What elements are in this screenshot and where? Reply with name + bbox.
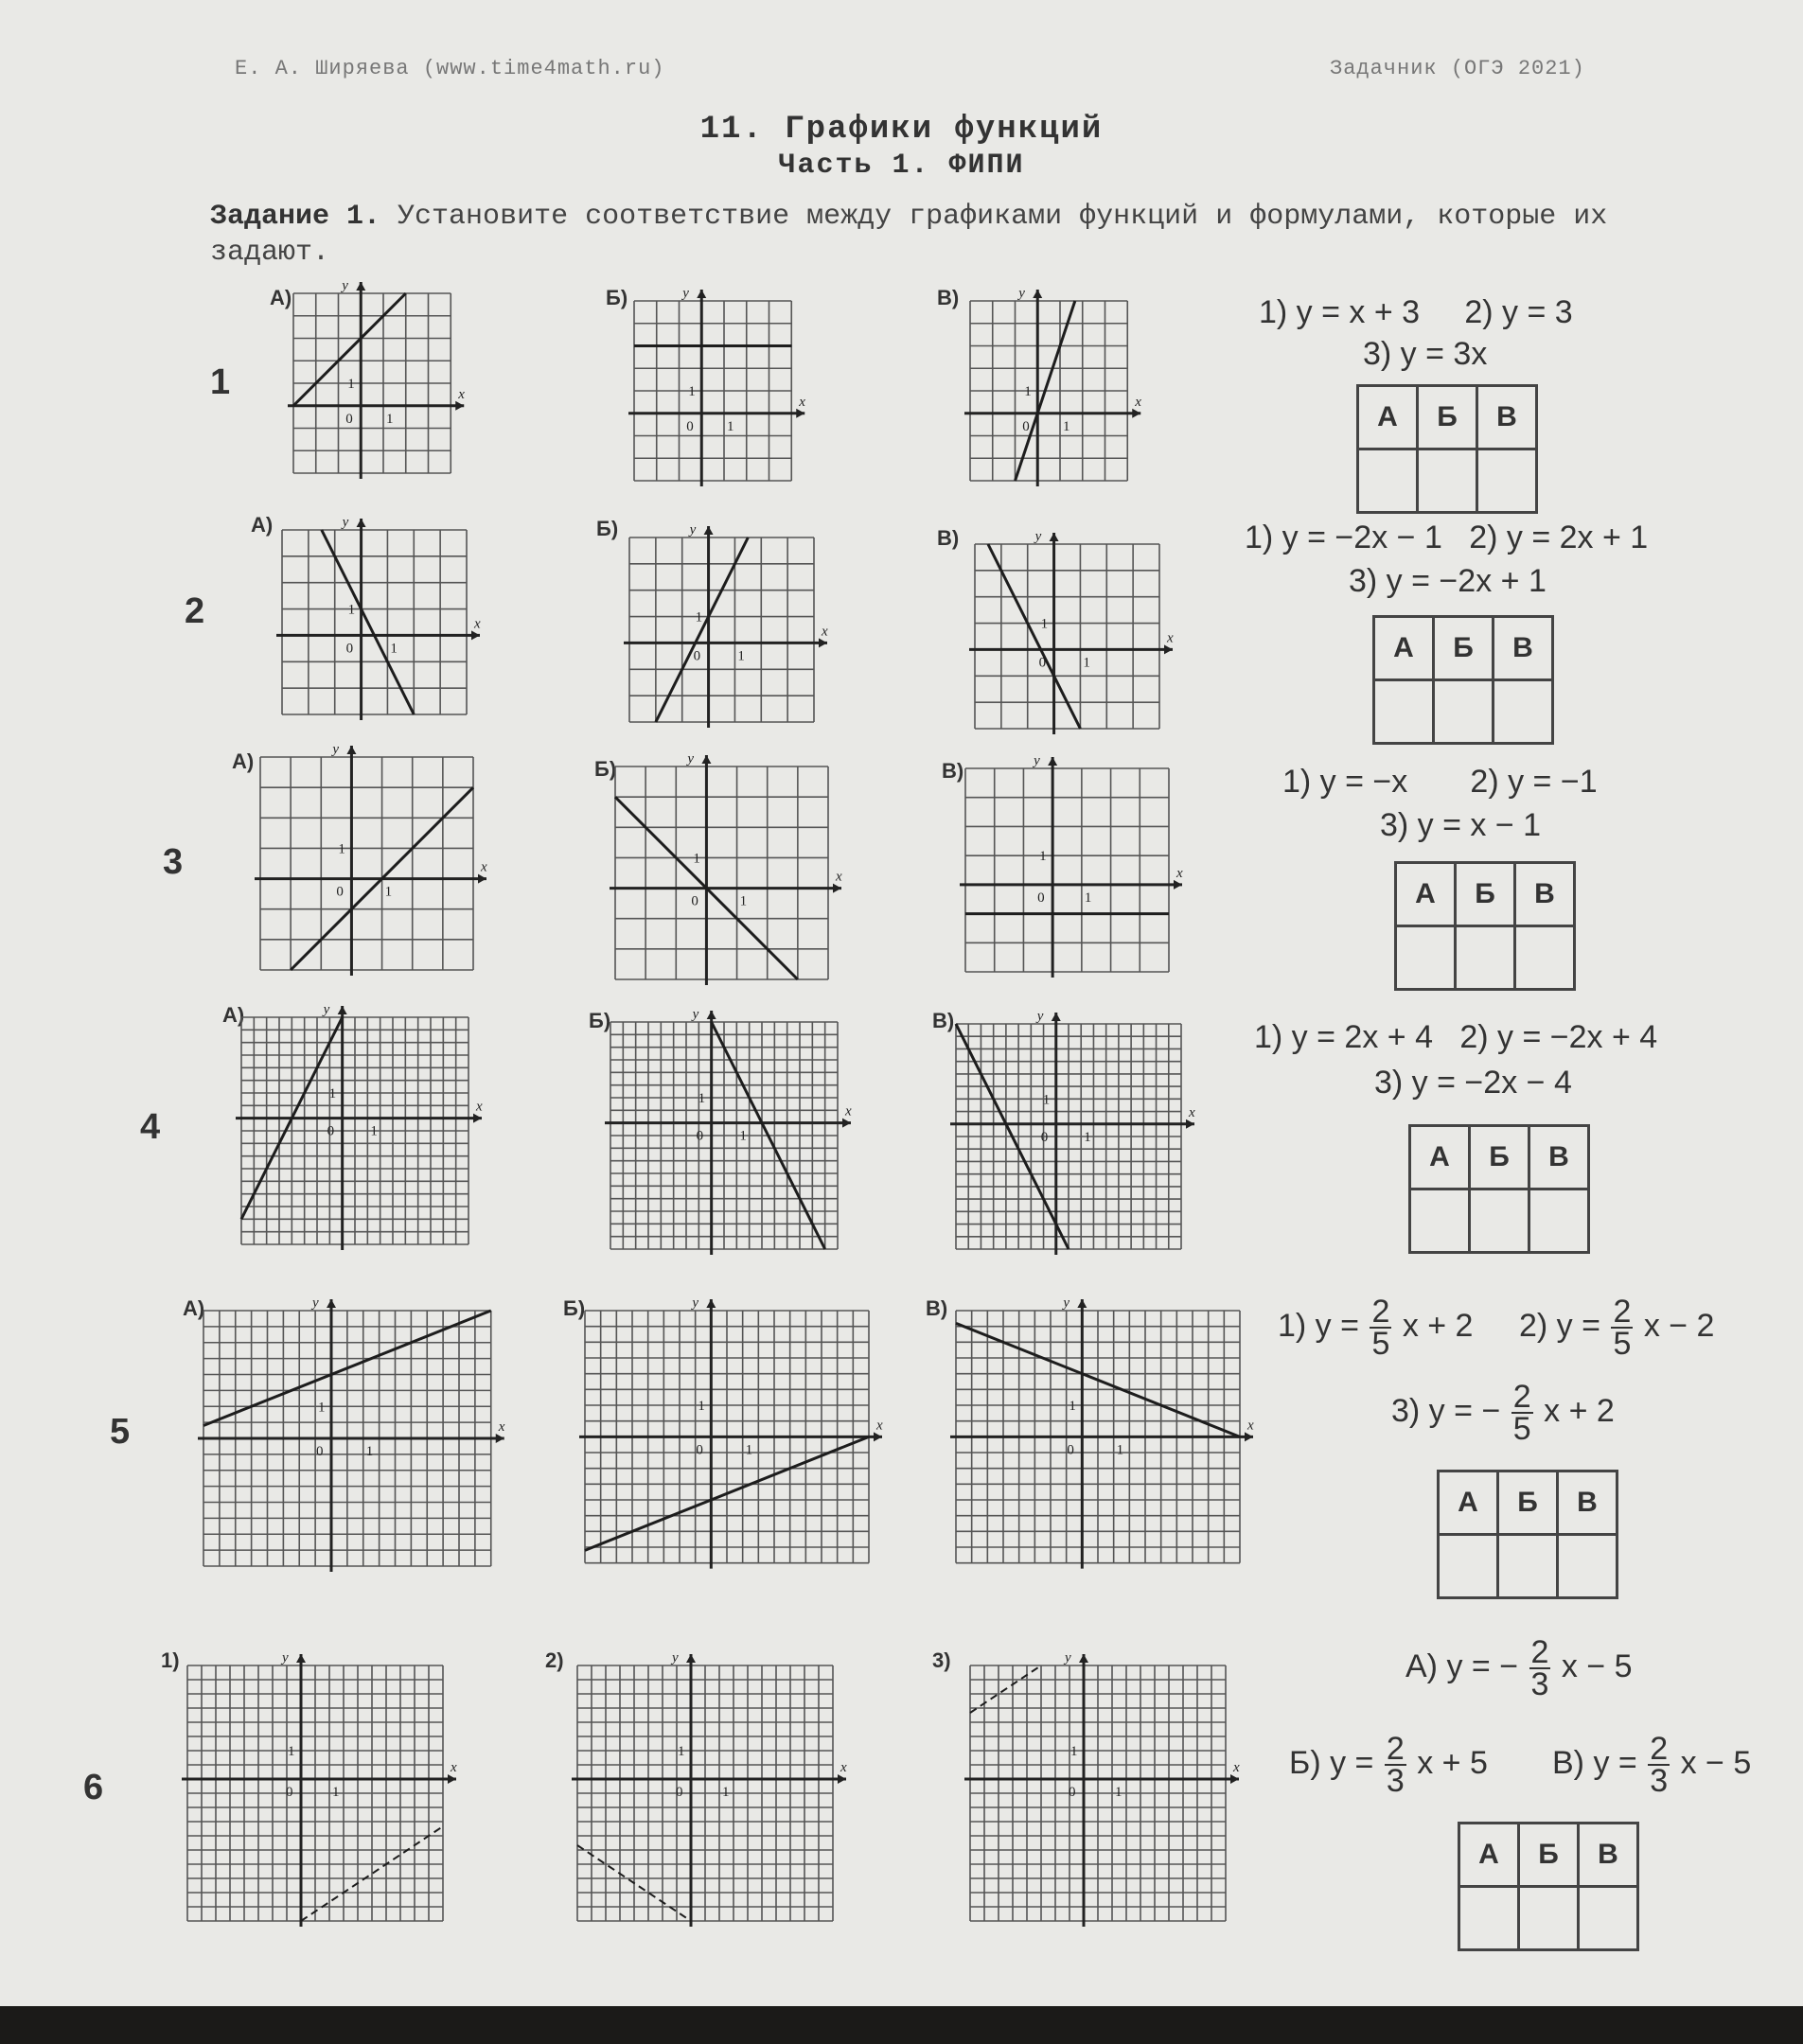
y-axis-label: y [342, 515, 349, 530]
origin-label: 0 [336, 884, 344, 900]
y-axis-label: y [692, 1007, 699, 1022]
origin-label: 0 [686, 418, 694, 434]
y-tick-one-label: 1 [1024, 384, 1032, 399]
x-tick-one-label: 1 [722, 1785, 730, 1800]
x-axis-label: x [451, 1760, 457, 1775]
row-6-formula-a-fraction [1529, 1634, 1551, 1702]
row-5-formula-3 [1391, 1379, 1615, 1447]
grid-lines [187, 1665, 443, 1921]
x-axis-arrow-icon [471, 630, 480, 640]
y-axis-label: y [1063, 1295, 1070, 1311]
x-tick-one-label: 1 [386, 411, 394, 427]
task-statement [210, 199, 1658, 271]
row-5-formula-3-prefix: 3) y = [1391, 1392, 1473, 1429]
row-6-number: 6 [83, 1768, 104, 1807]
row-4-answer-header-b: Б [1470, 1126, 1529, 1189]
row-6-answer-header-a: А [1459, 1824, 1519, 1887]
y-axis-label: y [1065, 1650, 1071, 1665]
row-5-formula-1-numerator: 2 [1371, 1294, 1390, 1330]
row-2-graph-a [282, 515, 504, 714]
row-5-label-a: А) [183, 1296, 205, 1320]
row-1-label-a: А) [270, 286, 292, 309]
row-5-formula-2-denominator: 5 [1613, 1326, 1632, 1362]
row-5-answer-cell-c[interactable] [1558, 1535, 1617, 1598]
row-6-answer-cell-b[interactable] [1519, 1887, 1579, 1950]
row-3-answer-header-b: Б [1456, 863, 1515, 926]
x-tick-one-label: 1 [332, 1785, 340, 1800]
row-5-formula-2-suffix: x − 2 [1643, 1307, 1715, 1344]
row-6-formula-c-suffix: x − 5 [1680, 1744, 1752, 1781]
row-6-formula-c-fraction [1648, 1731, 1670, 1799]
row-6-formula-a-prefix: А) y = [1405, 1648, 1491, 1684]
row-1-answer-table [1356, 384, 1538, 514]
x-tick-one-label: 1 [1116, 1442, 1124, 1458]
origin-label: 0 [345, 641, 354, 657]
row-2-graph-c [975, 529, 1197, 729]
y-tick-one-label: 1 [1069, 1399, 1076, 1414]
row-5-graph-a [203, 1295, 505, 1566]
row-1-formula-1: 1) y = x + 3 [1259, 294, 1421, 330]
y-axis-label: y [1034, 753, 1040, 768]
y-axis-arrow-icon [346, 746, 356, 754]
row-4-label-c: В) [932, 1009, 955, 1032]
row-6-label-1: 1) [161, 1648, 180, 1672]
function-graph-line [970, 1665, 1041, 1713]
row-5-graph-c [956, 1295, 1254, 1566]
origin-label: 0 [1037, 890, 1045, 906]
x-axis-arrow-icon [1186, 1119, 1194, 1129]
row-6-formula-b-numerator: 2 [1386, 1731, 1405, 1767]
row-1-answer-header-c: В [1477, 386, 1537, 449]
row-5-formula-2-numerator: 2 [1613, 1294, 1632, 1330]
x-axis-label: x [498, 1419, 505, 1435]
row-6-formula-c-denominator: 3 [1650, 1763, 1669, 1799]
y-axis-label: y [332, 742, 340, 757]
row-3-answer-cell-b[interactable] [1456, 926, 1515, 990]
row-5-formula-1-suffix: x + 2 [1402, 1307, 1474, 1344]
row-6-formula-b-prefix: Б) y = [1289, 1744, 1374, 1781]
y-axis-label: y [689, 522, 697, 537]
origin-label: 0 [696, 1442, 703, 1458]
row-2-formula-1: 1) y = −2x − 1 [1245, 520, 1442, 555]
x-tick-one-label: 1 [384, 884, 393, 900]
y-tick-one-label: 1 [328, 1086, 337, 1101]
row-4-formula-1: 1) y = 2x + 4 [1254, 1019, 1433, 1055]
row-4-answer-cell-c[interactable] [1529, 1189, 1589, 1253]
x-tick-one-label: 1 [739, 893, 748, 909]
y-tick-one-label: 1 [678, 1744, 685, 1759]
x-axis-arrow-icon [874, 1432, 882, 1441]
x-axis-label: x [840, 1760, 847, 1775]
x-axis-label: x [1135, 394, 1141, 410]
y-axis-arrow-icon [707, 1011, 716, 1019]
y-axis-arrow-icon [356, 282, 365, 291]
row-3-answer-header-c: В [1515, 863, 1575, 926]
origin-label: 0 [327, 1123, 335, 1139]
row-5-answer-cell-a[interactable] [1439, 1535, 1498, 1598]
row-2-label-a: А) [251, 513, 274, 537]
row-4-formula-3: 3) y = −2x − 4 [1374, 1065, 1572, 1101]
grid-lines [956, 1024, 1181, 1249]
y-axis-arrow-icon [357, 519, 366, 527]
x-axis-arrow-icon [838, 1774, 846, 1784]
row-4-answer-cell-b[interactable] [1470, 1189, 1529, 1253]
row-2-formula-2: 2) y = 2x + 1 [1469, 520, 1649, 555]
x-axis-label: x [1167, 630, 1174, 646]
x-axis-arrow-icon [478, 874, 486, 884]
row-5-formula-3-sign: − [1481, 1392, 1501, 1429]
row-6-formula-c-prefix: В) y = [1552, 1744, 1637, 1781]
x-axis-arrow-icon [455, 401, 464, 411]
y-axis-arrow-icon [327, 1299, 336, 1308]
row-1-answer-cell-b[interactable] [1418, 449, 1477, 513]
page-subtitle: Часть 1. ФИПИ [778, 150, 1025, 182]
y-axis-label: y [323, 1002, 330, 1017]
row-6-formula-a-suffix: x − 5 [1561, 1648, 1633, 1684]
y-tick-one-label: 1 [1039, 849, 1047, 865]
row-5-formula-3-numerator: 2 [1512, 1379, 1531, 1415]
y-axis-label: y [1018, 286, 1025, 301]
grid-lines [260, 757, 473, 970]
x-axis-arrow-icon [1174, 880, 1182, 890]
grid-lines [970, 301, 1127, 481]
x-axis-arrow-icon [833, 884, 841, 893]
row-6-formula-b [1289, 1731, 1488, 1799]
row-1-graph-b [634, 286, 852, 481]
row-2-label-b: Б) [596, 517, 619, 540]
row-6-formula-a [1405, 1634, 1633, 1702]
row-5-formula-1-denominator: 5 [1371, 1326, 1390, 1362]
y-axis-arrow-icon [296, 1654, 306, 1663]
row-2-answer-cell-b[interactable] [1434, 680, 1494, 744]
row-5-formula-2-prefix: 2) y = [1519, 1307, 1600, 1344]
x-axis-arrow-icon [448, 1774, 456, 1784]
row-6-formula-a-numerator: 2 [1530, 1634, 1549, 1670]
x-axis-arrow-icon [819, 638, 827, 647]
row-4-formula-2: 2) y = −2x + 4 [1459, 1019, 1658, 1055]
row-5-answer-header-b: Б [1498, 1471, 1558, 1535]
row-3-answer-table [1394, 861, 1576, 991]
x-axis-arrow-icon [1245, 1432, 1253, 1441]
row-5-formula-1-prefix: 1) y = [1278, 1307, 1359, 1344]
origin-label: 0 [316, 1444, 324, 1459]
row-4-answer-cell-a[interactable] [1410, 1189, 1470, 1253]
y-tick-one-label: 1 [318, 1400, 326, 1416]
x-axis-label: x [476, 1099, 483, 1115]
row-3-answer-cell-c[interactable] [1515, 926, 1575, 990]
y-tick-one-label: 1 [347, 377, 355, 392]
row-5-formula-3-fraction [1511, 1379, 1533, 1447]
origin-label: 0 [676, 1785, 683, 1800]
row-2-number: 2 [185, 591, 205, 631]
origin-label: 0 [345, 411, 353, 427]
x-axis-arrow-icon [1230, 1774, 1239, 1784]
row-2-answer-header-c: В [1494, 617, 1553, 680]
row-4-label-b: Б) [589, 1009, 611, 1032]
row-1-number: 1 [210, 362, 231, 402]
y-tick-one-label: 1 [1070, 1744, 1078, 1759]
y-axis-arrow-icon [1050, 533, 1059, 541]
grid-lines [241, 1017, 468, 1244]
row-6-formula-a-denominator: 3 [1530, 1666, 1549, 1702]
row-1-graph-c [970, 286, 1188, 481]
origin-label: 0 [1038, 655, 1047, 671]
y-tick-one-label: 1 [288, 1744, 295, 1759]
row-5-graph-b [585, 1295, 883, 1566]
row-2-answer-table [1372, 615, 1554, 745]
y-tick-one-label: 1 [693, 851, 700, 867]
origin-label: 0 [1067, 1442, 1074, 1458]
y-axis-arrow-icon [697, 290, 706, 298]
origin-label: 0 [693, 648, 701, 664]
x-axis-arrow-icon [1164, 644, 1173, 654]
row-5-answer-header-c: В [1558, 1471, 1617, 1535]
y-tick-one-label: 1 [347, 602, 356, 618]
row-2-label-c: В) [937, 526, 960, 550]
x-axis-label: x [458, 386, 465, 402]
y-tick-one-label: 1 [698, 1399, 705, 1414]
row-2-graph-b [629, 522, 852, 722]
x-tick-one-label: 1 [1115, 1785, 1122, 1800]
origin-label: 0 [286, 1785, 293, 1800]
row-5-answer-table [1437, 1470, 1618, 1599]
origin-label: 0 [1069, 1785, 1076, 1800]
x-axis-arrow-icon [1132, 409, 1140, 418]
page-title: 11. Графики функций [699, 112, 1104, 148]
row-1-label-c: В) [937, 286, 960, 309]
row-3-formula-1: 1) y = −x [1282, 764, 1408, 800]
row-6-answer-header-c: В [1579, 1824, 1638, 1887]
x-axis-label: x [1247, 1418, 1254, 1434]
row-3-number: 3 [163, 842, 184, 882]
row-3-answer-header-a: А [1396, 863, 1456, 926]
row-1-graph-a [293, 278, 511, 473]
y-axis-label: y [312, 1295, 319, 1311]
y-axis-arrow-icon [704, 526, 714, 535]
row-6-graph-3 [970, 1650, 1254, 1921]
y-axis-arrow-icon [701, 755, 711, 764]
row-3-graph-c [965, 753, 1202, 972]
row-4-answer-table [1408, 1124, 1590, 1254]
y-axis-arrow-icon [1048, 757, 1057, 766]
row-1-label-b: Б) [606, 286, 628, 309]
row-2-formula-3: 3) y = −2x + 1 [1349, 563, 1547, 599]
row-2-formulas-line-1 [1245, 517, 1648, 558]
row-5-label-c: В) [926, 1296, 948, 1320]
x-axis-arrow-icon [496, 1434, 504, 1443]
y-axis-label: y [672, 1650, 679, 1665]
row-3-answer-cell-a[interactable] [1396, 926, 1456, 990]
row-6-formula-b-fraction [1385, 1731, 1406, 1799]
x-axis-label: x [876, 1418, 883, 1434]
y-axis-label: y [1036, 1009, 1044, 1024]
x-axis-label: x [845, 1103, 852, 1119]
y-axis-arrow-icon [706, 1299, 716, 1308]
y-axis-arrow-icon [686, 1654, 696, 1663]
row-4-graph-b [610, 1007, 861, 1249]
x-tick-one-label: 1 [365, 1444, 374, 1459]
row-5-formula-3-denominator: 5 [1512, 1411, 1531, 1447]
grid-lines [629, 537, 814, 722]
row-1-answer-header-b: Б [1418, 386, 1477, 449]
row-6-formula-c [1552, 1731, 1752, 1799]
row-4-graph-c [956, 1009, 1202, 1249]
row-1-formulas-line-1 [1259, 291, 1573, 333]
x-tick-one-label: 1 [1084, 1129, 1091, 1145]
row-6-answer-cell-a[interactable] [1459, 1887, 1519, 1950]
row-4-answer-header-c: В [1529, 1126, 1589, 1189]
y-axis-label: y [687, 751, 695, 766]
y-tick-one-label: 1 [698, 1091, 706, 1106]
origin-label: 0 [1022, 418, 1030, 434]
row-5-number: 5 [110, 1412, 131, 1452]
row-6-label-3: 3) [932, 1648, 951, 1672]
grid-lines [965, 768, 1169, 972]
x-tick-one-label: 1 [737, 648, 745, 664]
row-3-formula-2: 2) y = −1 [1470, 764, 1598, 800]
row-1-formula-3: 3) y = 3x [1363, 336, 1488, 372]
x-axis-arrow-icon [473, 1114, 482, 1123]
origin-label: 0 [1040, 1129, 1049, 1145]
row-6-formula-a-sign: − [1499, 1648, 1519, 1684]
y-axis-arrow-icon [1052, 1013, 1061, 1021]
y-tick-one-label: 1 [338, 841, 345, 857]
row-2-answer-cell-c[interactable] [1494, 680, 1553, 744]
row-3-formula-3: 3) y = x − 1 [1380, 807, 1542, 843]
row-2-answer-cell-a[interactable] [1374, 680, 1434, 744]
row-1-formula-2: 2) y = 3 [1464, 294, 1573, 330]
row-2-answer-header-a: А [1374, 617, 1434, 680]
row-6-formula-c-numerator: 2 [1650, 1731, 1669, 1767]
row-6-graph-1 [187, 1650, 471, 1921]
x-axis-arrow-icon [842, 1119, 851, 1128]
x-tick-one-label: 1 [1083, 655, 1090, 671]
row-6-answer-header-b: Б [1519, 1824, 1579, 1887]
row-6-answer-cell-c[interactable] [1579, 1887, 1638, 1950]
grid-lines [634, 301, 791, 481]
task-text: Установите соответствие между графиками функций и формулами, которые их задают. [210, 201, 1608, 269]
header-author: Е. А. Ширяева (www.time4math.ru) [235, 57, 665, 80]
row-4-answer-header-a: А [1410, 1126, 1470, 1189]
row-5-formula-2 [1519, 1294, 1715, 1362]
y-tick-one-label: 1 [1040, 616, 1049, 632]
grid-lines [282, 530, 467, 714]
row-3-label-b: Б) [594, 757, 617, 781]
grid-lines [970, 1665, 1226, 1921]
y-axis-label: y [692, 1295, 699, 1311]
y-axis-label: y [682, 286, 689, 301]
row-6-label-2: 2) [545, 1648, 564, 1672]
x-axis-label: x [822, 624, 828, 640]
y-tick-one-label: 1 [688, 384, 696, 399]
row-6-formula-b-suffix: x + 5 [1417, 1744, 1488, 1781]
origin-label: 0 [691, 893, 698, 909]
y-tick-one-label: 1 [695, 609, 703, 626]
x-tick-one-label: 1 [745, 1442, 753, 1458]
y-axis-label: y [282, 1650, 289, 1665]
grid-lines [615, 766, 828, 979]
row-3-graph-b [615, 751, 852, 979]
y-axis-arrow-icon [1077, 1299, 1087, 1308]
grid-lines [610, 1022, 838, 1249]
y-axis-arrow-icon [1079, 1654, 1088, 1663]
row-1-answer-header-a: А [1358, 386, 1418, 449]
row-4-label-a: А) [222, 1003, 245, 1027]
x-axis-label: x [836, 869, 842, 885]
row-6-graph-2 [577, 1650, 861, 1921]
row-1-answer-cell-a[interactable] [1358, 449, 1418, 513]
row-4-number: 4 [140, 1107, 161, 1147]
y-tick-one-label: 1 [1042, 1092, 1051, 1108]
x-tick-one-label: 1 [739, 1128, 747, 1144]
row-5-answer-header-a: А [1439, 1471, 1498, 1535]
y-axis-arrow-icon [338, 1006, 347, 1014]
header-book: Задачник (ОГЭ 2021) [1330, 57, 1585, 80]
row-4-formulas-line-1 [1254, 1016, 1657, 1058]
x-tick-one-label: 1 [727, 418, 734, 434]
row-5-formula-1 [1278, 1294, 1474, 1362]
row-5-formula-3-suffix: x + 2 [1544, 1392, 1615, 1429]
row-3-formulas-line-1 [1282, 761, 1598, 802]
y-axis-label: y [342, 278, 348, 293]
y-axis-label: y [1034, 529, 1042, 544]
row-6-answer-table [1458, 1822, 1639, 1951]
row-5-answer-cell-b[interactable] [1498, 1535, 1558, 1598]
row-4-graph-a [241, 1002, 502, 1244]
row-5-label-b: Б) [563, 1296, 586, 1320]
row-3-graph-a [260, 742, 497, 970]
row-2-answer-header-b: Б [1434, 617, 1494, 680]
row-3-label-c: В) [942, 759, 964, 783]
x-axis-arrow-icon [796, 409, 804, 418]
x-axis-label: x [799, 394, 805, 410]
x-axis-label: x [1176, 865, 1183, 881]
x-tick-one-label: 1 [370, 1123, 378, 1139]
origin-label: 0 [696, 1128, 704, 1144]
x-axis-label: x [1233, 1760, 1240, 1775]
x-tick-one-label: 1 [390, 641, 398, 657]
x-tick-one-label: 1 [1063, 418, 1070, 434]
row-5-formula-2-fraction [1611, 1294, 1633, 1362]
x-tick-one-label: 1 [1084, 890, 1092, 906]
row-5-formula-1-fraction [1370, 1294, 1391, 1362]
x-axis-label: x [474, 616, 481, 632]
grid-lines [577, 1665, 833, 1921]
row-6-formula-b-denominator: 3 [1386, 1763, 1405, 1799]
task-label: Задание 1. [210, 201, 381, 233]
x-axis-label: x [481, 859, 487, 875]
row-3-label-a: А) [232, 749, 255, 773]
row-1-answer-cell-c[interactable] [1477, 449, 1537, 513]
y-axis-arrow-icon [1033, 290, 1042, 298]
x-axis-label: x [1189, 1104, 1195, 1120]
